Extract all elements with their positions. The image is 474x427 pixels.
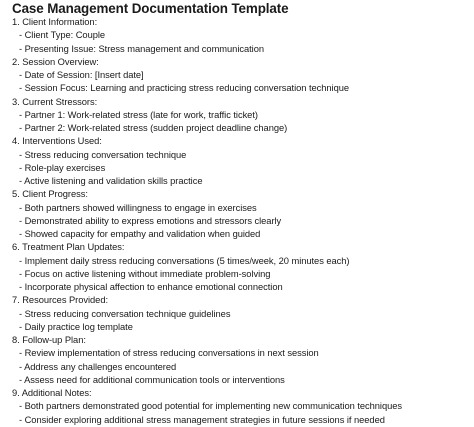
list-item: - Partner 2: Work-related stress (sudden project deadline change) <box>19 123 288 133</box>
list-item: - Date of Session: [Insert date] <box>19 70 144 80</box>
section-heading: 4. Interventions Used: <box>12 136 102 147</box>
section-current-stressors <box>12 96 474 136</box>
list-item: - Session Focus: Learning and practicing stress reducing conversation technique <box>19 83 350 94</box>
list-item: - Daily practice log template <box>19 321 133 332</box>
list-item: - Consider exploring additional stress management strategies in future sessions if needed <box>19 414 385 425</box>
list-item: - Active listening and validation skills practice <box>19 176 203 186</box>
document-title: Case Management Documentation Template <box>12 1 289 16</box>
section-interventions-used <box>12 135 474 188</box>
section-client-progress <box>12 188 474 241</box>
section-heading: 5. Client Progress: <box>12 189 88 200</box>
list-item: - Demonstrated ability to express emotions and stressors clearly <box>19 215 282 226</box>
section-heading: 3. Current Stressors: <box>12 96 98 107</box>
list-item: - Both partners showed willingness to engage in exercises <box>19 202 257 213</box>
list-item: - Address any challenges encountered <box>19 361 177 372</box>
list-item: - Assess need for additional communication tools or interventions <box>19 374 285 385</box>
section-heading: 1. Client Information: <box>12 17 98 27</box>
list-item: - Partner 1: Work-related stress (late for work, traffic ticket) <box>19 109 258 120</box>
list-item: - Client Type: Couple <box>19 30 106 41</box>
list-item: - Stress reducing conversation technique guidelines <box>19 308 231 319</box>
section-follow-up-plan <box>12 334 474 387</box>
section-resources-provided <box>12 294 474 334</box>
list-item: - Review implementation of stress reducing conversations in next session <box>19 348 319 359</box>
list-item: - Focus on active listening without immediate problem-solving <box>19 268 271 279</box>
section-heading: 9. Additional Notes: <box>12 388 92 398</box>
section-additional-notes <box>12 387 474 427</box>
section-heading: 7. Resources Provided: <box>12 295 109 306</box>
list-item: - Showed capacity for empathy and validation when guided <box>19 229 261 239</box>
list-item: - Both partners demonstrated good potential for implementing new communication techniques <box>19 401 403 412</box>
list-item: - Implement daily stress reducing conversations (5 times/week, 20 minutes each) <box>19 255 350 266</box>
list-item: - Presenting Issue: Stress management and communication <box>19 43 264 54</box>
section-session-overview <box>12 56 474 96</box>
section-heading: 8. Follow-up Plan: <box>12 335 86 345</box>
section-treatment-plan-updates <box>12 241 474 294</box>
document <box>12 0 474 427</box>
section-client-information <box>12 16 474 56</box>
section-heading: 2. Session Overview: <box>12 56 99 67</box>
list-item: - Incorporate physical affection to enhance emotional connection <box>19 282 283 292</box>
section-heading: 6. Treatment Plan Updates: <box>12 242 125 253</box>
list-item: - Stress reducing conversation technique <box>19 149 187 160</box>
list-item: - Role-play exercises <box>19 162 106 173</box>
